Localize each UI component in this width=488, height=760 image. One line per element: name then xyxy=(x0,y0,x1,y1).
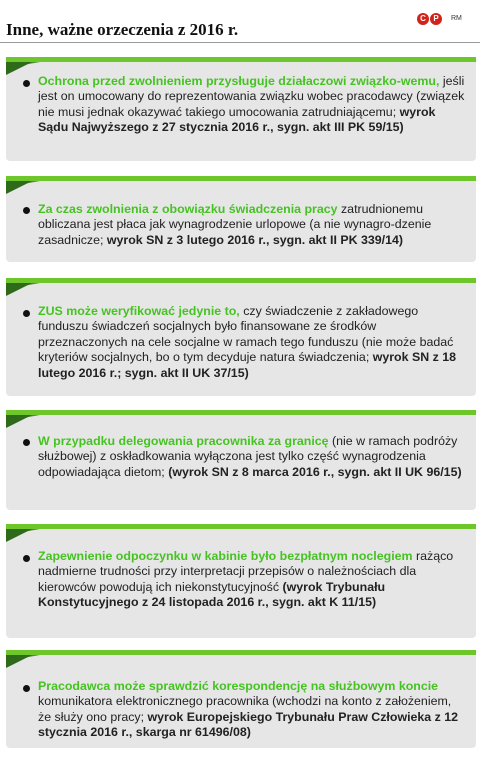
logo-c-icon: C xyxy=(417,13,429,25)
ruling-body: rażąco nadmierne trudności przy interpretacji przepisów o należnościach dla kierowców powodują ich niekonstytucyjność xyxy=(38,549,454,594)
ruling-body: (nie w ramach podróży służbowej) z oskładkowania wyłączona jest tylko część wynagrodzenia odpowiadająca dietom; xyxy=(38,434,458,479)
logo-p-icon: P xyxy=(430,13,442,25)
bullet-icon xyxy=(23,439,30,446)
card-corner-triangle xyxy=(6,655,32,668)
ruling-highlight: Za czas zwolnienia z obowiązku świadczenia pracy xyxy=(38,202,338,216)
header xyxy=(0,0,488,42)
ruling-citation: wyrok Sądu Najwyższego z 27 stycznia 2016 r., sygn. akt III PK 59/15) xyxy=(38,104,436,135)
ruling-card-6 xyxy=(6,650,476,748)
publisher-logos xyxy=(417,10,462,24)
ruling-body: zatrudnionemu obliczana jest płaca jak wynagrodzenie urlopowe (a nie wynagro-dzenie zasadnicze; xyxy=(38,202,432,247)
bullet-icon xyxy=(23,685,30,692)
ruling-body: czy świadczenie z zakładowego funduszu świadczeń socjalnych było finansowane ze środków przeznaczonych na cele socjalne w ramach tego funduszu (nie może badać kryteriów socjalnych, bo o tym decyduje natura świadczenia; xyxy=(38,304,454,365)
ruling-highlight: ZUS może weryfikować jedynie to, xyxy=(38,304,240,318)
card-accent-bar xyxy=(6,410,476,415)
card-accent-bar xyxy=(6,176,476,181)
header-divider xyxy=(0,42,480,43)
ruling-card-1 xyxy=(6,57,476,161)
ruling-card-4 xyxy=(6,410,476,510)
ruling-card-3 xyxy=(6,278,476,396)
card-accent-bar xyxy=(6,524,476,529)
ruling-citation: wyrok SN z 3 lutego 2016 r., sygn. akt II PK 339/14) xyxy=(103,232,404,247)
ruling-text xyxy=(38,549,466,611)
bullet-icon xyxy=(23,555,30,562)
card-corner-triangle xyxy=(6,415,32,428)
card-accent-bar xyxy=(6,650,476,655)
card-accent-bar xyxy=(6,57,476,62)
ruling-citation: wyrok Europejskiego Trybunału Praw Człowieka z 12 stycznia 2016 r., skarga nr 61496/08) xyxy=(38,709,459,740)
ruling-highlight: Zapewnienie odpoczynku w kabinie było bezpłatnym noclegiem xyxy=(38,549,413,563)
ruling-body: komunikatora elektronicznego pracownika (wchodzi na konto z założeniem, że służy ono pracy; xyxy=(38,694,452,724)
ruling-highlight: Ochrona przed zwolnieniem przysługuje działaczowi związko-wemu, xyxy=(38,74,440,88)
ruling-citation: wyrok SN z 18 lutego 2016 r.; sygn. akt II UK 37/15) xyxy=(38,350,457,380)
card-corner-triangle xyxy=(6,283,32,296)
ruling-highlight: Pracodawca może sprawdzić korespondencję na służbowym koncie xyxy=(38,679,439,693)
ruling-text xyxy=(38,304,466,381)
bullet-icon xyxy=(23,310,30,317)
bullet-icon xyxy=(23,80,30,87)
ruling-citation: (wyrok SN z 8 marca 2016 r., sygn. akt II UK 96/15) xyxy=(164,464,462,479)
ruling-text xyxy=(38,202,466,248)
ruling-highlight: W przypadku delegowania pracownika za granicę xyxy=(38,434,329,448)
ruling-text xyxy=(38,679,466,741)
card-corner-triangle xyxy=(6,62,32,75)
ruling-text xyxy=(38,74,466,136)
card-accent-bar xyxy=(6,278,476,283)
ruling-card-5 xyxy=(6,524,476,638)
card-corner-triangle xyxy=(6,181,32,194)
ruling-body: jeśli jest on umocowany do reprezentowania związku wobec pracodawcy (związek nie musi jednak okazywać takiego umocowania zatrudniającemu; xyxy=(38,74,465,119)
page-title: Inne, ważne orzeczenia z 2016 r. xyxy=(6,20,239,39)
author-credit: RM xyxy=(451,15,462,23)
ruling-text xyxy=(38,434,466,480)
ruling-card-2 xyxy=(6,176,476,262)
bullet-icon xyxy=(23,207,30,214)
ruling-citation: (wyrok Trybunału Konstytucyjnego z 24 listopada 2016 r., sygn. akt K 11/15) xyxy=(38,579,386,610)
card-corner-triangle xyxy=(6,529,32,542)
